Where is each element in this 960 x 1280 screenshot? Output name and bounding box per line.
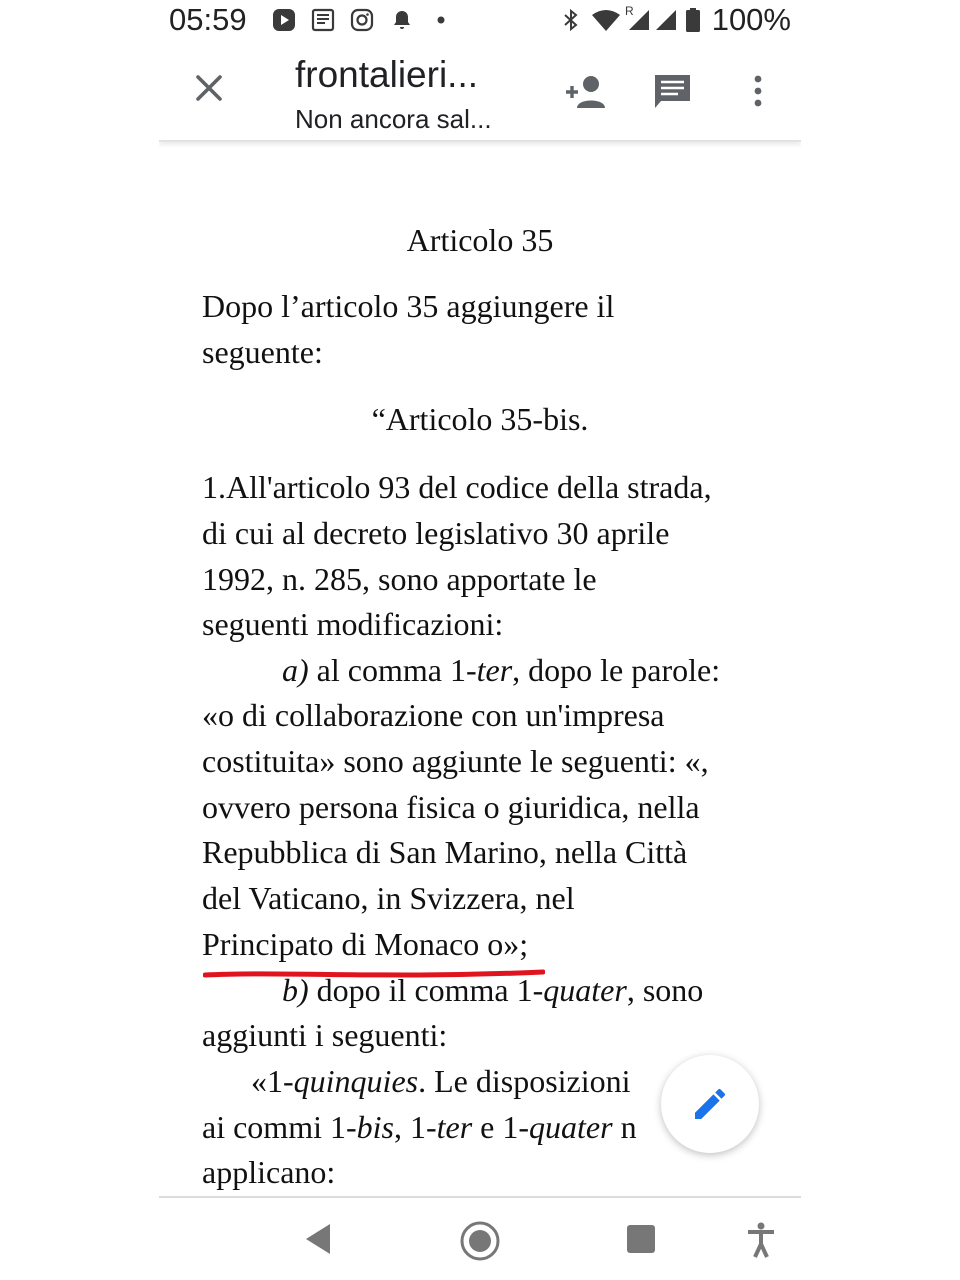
- intro-line: seguente:: [202, 334, 323, 370]
- save-status: Non ancora sal...: [295, 104, 492, 134]
- item-b-line: [282, 972, 703, 1009]
- text-run: . Le disposizioni: [418, 1063, 631, 1099]
- bluetooth-icon: [559, 8, 583, 32]
- paragraph-line: 1.All'articolo 93 del codice della strada,: [202, 469, 712, 505]
- italic-run: ter: [436, 1109, 473, 1145]
- intro-line: Dopo l’articolo 35 aggiungere il: [202, 288, 615, 324]
- play-store-icon: [272, 8, 296, 32]
- item-a-line: [282, 652, 720, 689]
- paragraph-line: del Vaticano, in Svizzera, nel: [202, 880, 575, 916]
- quoted-line: [251, 1063, 631, 1100]
- paragraph-line: applicano:: [202, 1154, 336, 1190]
- home-icon[interactable]: [459, 1220, 501, 1262]
- pencil-icon: [690, 1084, 730, 1124]
- accessibility-icon[interactable]: [746, 1222, 776, 1258]
- text-run: dopo il comma 1-: [308, 972, 544, 1008]
- text-run: «1-: [251, 1063, 294, 1099]
- paragraph-line: [202, 1109, 637, 1146]
- right-margin: [801, 0, 960, 1280]
- recents-icon[interactable]: [626, 1224, 656, 1254]
- bell-icon: [390, 8, 414, 32]
- page-heading: Articolo 35: [406, 222, 554, 258]
- italic-run: bis: [356, 1109, 394, 1145]
- battery-percentage: 100%: [711, 2, 791, 37]
- system-navigation-bar: [159, 1196, 801, 1280]
- item-b-label: b): [282, 972, 309, 1008]
- paragraph-line: di cui al decreto legislativo 30 aprile: [202, 515, 670, 551]
- text-run: ai commi 1-: [202, 1109, 357, 1145]
- add-person-icon[interactable]: [564, 72, 608, 112]
- document-title: frontalieri...: [295, 54, 479, 95]
- edit-fab-button[interactable]: [661, 1055, 759, 1153]
- italic-run: quater: [543, 972, 627, 1008]
- paragraph-line: Repubblica di San Marino, nella Città: [202, 834, 688, 870]
- close-icon[interactable]: [189, 68, 229, 108]
- phone-screen: [159, 0, 801, 1280]
- document-body[interactable]: [159, 140, 801, 1196]
- paragraph-line: 1992, n. 285, sono apportate le: [202, 561, 597, 597]
- wifi-icon: [591, 8, 621, 32]
- paragraph-line: «o di collaborazione con un'impresa: [202, 697, 665, 733]
- text-run: e 1-: [472, 1109, 530, 1145]
- news-icon: [311, 8, 335, 32]
- sub-heading: “Articolo 35-bis.: [371, 401, 589, 437]
- text-run: , sono: [626, 972, 704, 1008]
- paragraph-line: ovvero persona fisica o giuridica, nella: [202, 789, 700, 825]
- text-run: , 1-: [393, 1109, 437, 1145]
- italic-run: quinquies: [293, 1063, 419, 1099]
- status-bar: [159, 0, 801, 44]
- left-margin: [0, 0, 159, 1280]
- comment-icon[interactable]: [652, 72, 696, 112]
- battery-icon: [685, 8, 701, 32]
- paragraph-line: seguenti modificazioni:: [202, 606, 504, 642]
- italic-run: quater: [529, 1109, 613, 1145]
- dot-icon: [429, 8, 453, 32]
- signal-icon: [627, 8, 651, 32]
- back-icon[interactable]: [304, 1222, 332, 1256]
- instagram-icon: [350, 8, 374, 32]
- text-run: , dopo le parole:: [512, 652, 721, 688]
- highlighted-line: Principato di Monaco o»;: [202, 926, 529, 962]
- paragraph-line: costituita» sono aggiunte le seguenti: «,: [202, 743, 709, 779]
- roaming-mark: R: [625, 4, 634, 18]
- document-toolbar: [159, 44, 801, 142]
- paragraph-line: aggiunti i seguenti:: [202, 1017, 448, 1053]
- text-run: n: [612, 1109, 637, 1145]
- status-time: 05:59: [169, 2, 247, 37]
- item-a-label: a): [282, 652, 309, 688]
- text-run: al comma 1-: [308, 652, 477, 688]
- signal-icon: [654, 8, 678, 32]
- more-options-icon[interactable]: [737, 72, 779, 112]
- italic-run: ter: [476, 652, 513, 688]
